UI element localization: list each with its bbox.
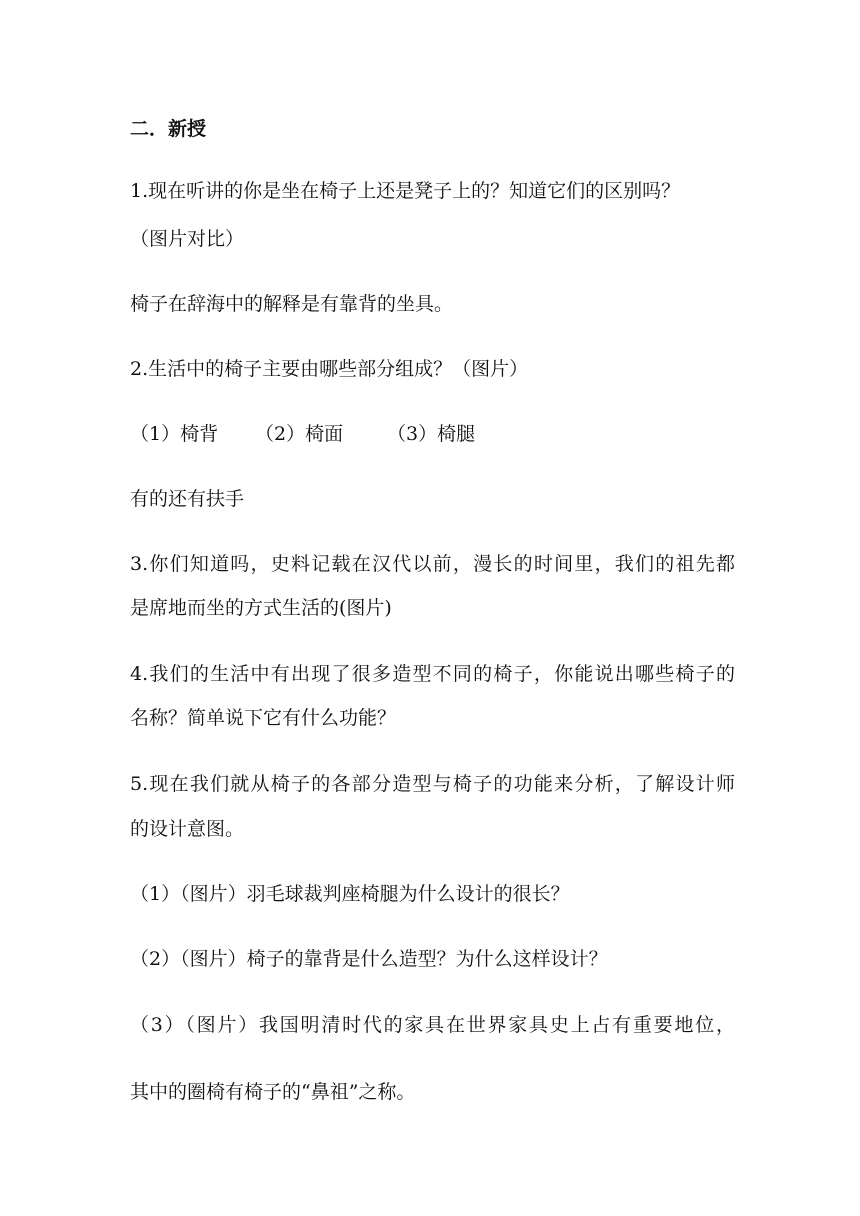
- question-1-line-1: 1.现在听讲的你是坐在椅子上还是凳子上的？知道它们的区别吗？: [130, 180, 681, 202]
- part-chair-back: （1）椅背: [130, 423, 219, 445]
- question-4-line-2: 名称？简单说下它有什么功能？: [130, 707, 397, 729]
- question-2: 2.生活中的椅子主要由哪些部分组成？（图片）: [130, 358, 529, 380]
- question-3-line-1: 3.你们知道吗，史料记载在汉代以前，漫长的时间里，我们的祖先都: [130, 553, 735, 575]
- sub-question-3-line-1: （3）（图片）我国明清时代的家具在世界家具史上占有重要地位，: [130, 1014, 735, 1036]
- question-5-line-2: 的设计意图。: [130, 818, 245, 840]
- question-4-line-1: 4.我们的生活中有出现了很多造型不同的椅子，你能说出哪些椅子的: [130, 663, 735, 685]
- part-chair-seat: （2）椅面: [255, 423, 344, 445]
- part-chair-legs: （3）椅腿: [387, 423, 476, 445]
- question-3-line-2: 是席地而坐的方式生活的(图片): [130, 597, 392, 619]
- question-1-line-2: （图片对比）: [130, 228, 245, 250]
- question-5-line-1: 5.现在我们就从椅子的各部分造型与椅子的功能来分析，了解设计师: [130, 773, 735, 795]
- armrest-note: 有的还有扶手: [130, 488, 245, 510]
- chair-definition: 椅子在辞海中的解释是有靠背的坐具。: [130, 293, 454, 315]
- sub-question-1: （1）（图片）羽毛球裁判座椅腿为什么设计的很长？: [130, 883, 570, 905]
- sub-question-2: （2）（图片）椅子的靠背是什么造型？为什么这样设计？: [130, 948, 608, 970]
- section-heading: 二．新授: [130, 118, 207, 140]
- sub-question-3-line-2: 其中的圈椅有椅子的“鼻祖”之称。: [130, 1081, 416, 1103]
